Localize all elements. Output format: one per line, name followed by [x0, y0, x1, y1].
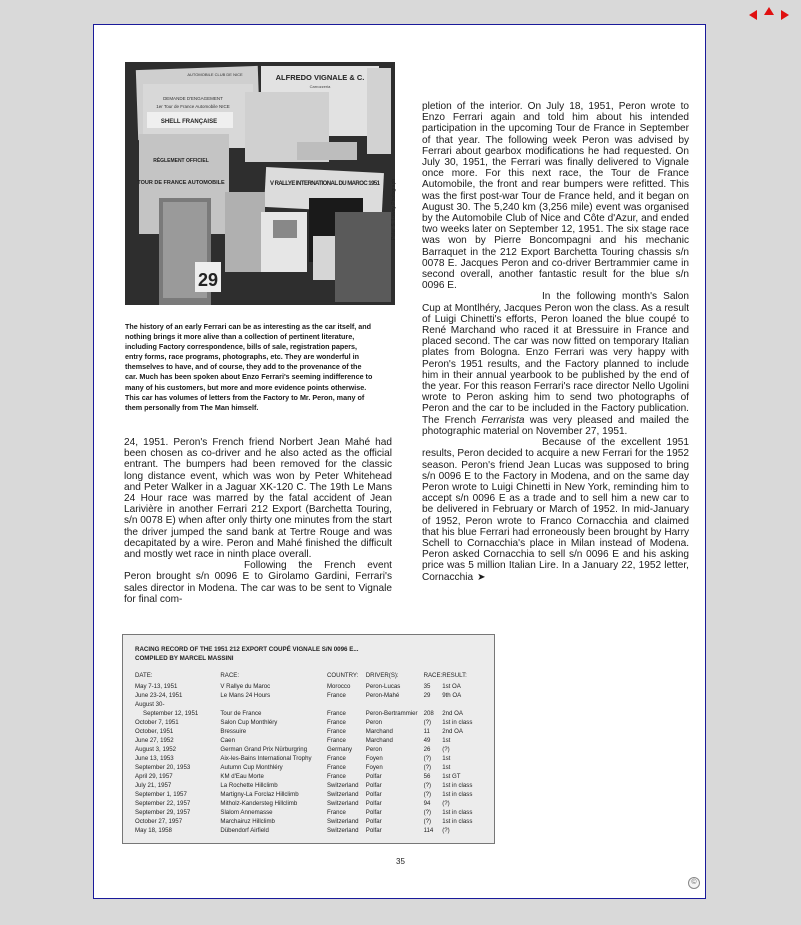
italic-term: Ferrarista: [481, 414, 525, 426]
table-cell: July 21, 1957: [135, 782, 172, 789]
table-cell: 1st: [442, 737, 451, 744]
page-number: 35: [396, 857, 405, 866]
table-cell: (?): [423, 791, 432, 798]
table-cell: Polfar: [365, 782, 382, 789]
table-cell: Switzerland: [326, 818, 359, 825]
svg-text:1er Tour de France Automobile: 1er Tour de France Automobile NICE: [156, 104, 230, 109]
table-row: [135, 700, 482, 709]
svg-text:RÈGLEMENT OFFICIEL: RÈGLEMENT OFFICIEL: [153, 158, 209, 164]
table-cell: 11: [423, 728, 430, 735]
table-row: [135, 718, 482, 727]
table-cell: September 22, 1957: [135, 800, 191, 807]
table-row: [135, 709, 482, 718]
table-cell: Switzerland: [326, 791, 359, 798]
table-cell: (?): [423, 764, 432, 771]
documents-photograph: [125, 62, 395, 305]
table-cell: 1st in class: [442, 809, 473, 816]
table-row: [135, 799, 482, 808]
table-cell: Marchairuz Hillclimb: [220, 818, 275, 825]
table-cell: 1st: [442, 764, 451, 771]
table-cell: Dübendorf Airfield: [220, 827, 269, 834]
paragraph: In the following month's Salon Cup at Montlhéry, Jacques Peron won the class. As a result of Luigi Chinetti's efforts, Peron loaned the blue coupé to René Marchand who raced it at Bressuire in France and placed second. The car was now fitted on temporary Italian plates from Bologna. Enzo Ferrari was very happy with Peron's 1951 results, and the Factory planned to include him in their annual yearbook to be published by the end of the year. For this reason Ferrari's race director Nello Ugolini wrote to Peron asking him to send two photographs of Peron and the car to be included in the Factory publication. The French Ferrarista was very pleased and mailed the photographic material on November 27, 1951.: [422, 291, 689, 437]
table-cell: Caen: [220, 737, 235, 744]
table-cell: Marchand: [365, 728, 393, 735]
entry-number: 29: [197, 270, 219, 290]
racing-record-box: [122, 634, 495, 844]
table-cell: 9th OA: [442, 692, 462, 699]
table-cell: Mitholz-Kandersteg Hillclimb: [220, 800, 298, 807]
continue-arrow-icon: ➤: [477, 571, 486, 583]
table-cell: 1st in class: [442, 719, 473, 726]
vignale-letterhead: ALFREDO VIGNALE & C.: [275, 73, 365, 82]
racing-record-title: RACING RECORD OF THE 1951 212 EXPORT COUPÉ VIGNALE S/N 0096 E... COMPILED BY MARCEL MASSINI: [135, 646, 359, 662]
svg-text:V RALLYE INTERNATIONAL DU MARO: V RALLYE INTERNATIONAL DU MAROC 1951: [270, 181, 380, 187]
table-cell: 1st: [442, 755, 451, 762]
table-header-row: DATE: RACE: COUNTRY: DRIVER(S): RACE: RESULT:: [135, 672, 467, 679]
table-row: [135, 763, 482, 772]
table-row: [135, 754, 482, 763]
next-page-icon[interactable]: [781, 10, 789, 20]
table-cell: Foyen: [365, 764, 383, 771]
table-cell: 29: [423, 692, 431, 699]
table-cell: Marchand: [365, 737, 393, 744]
magazine-page: [93, 24, 706, 899]
table-cell: 35: [423, 683, 431, 690]
table-cell: Salon Cup Monthléry: [220, 719, 278, 726]
table-cell: 49: [423, 737, 431, 744]
table-cell: April 29, 1957: [135, 773, 173, 780]
table-cell: 114: [423, 827, 434, 834]
table-cell: Polfar: [365, 827, 382, 834]
table-cell: 2nd OA: [442, 710, 463, 717]
table-cell: June 13, 1953: [135, 755, 174, 762]
svg-text:TOUR DE FRANCE AUTOMOBILE: TOUR DE FRANCE AUTOMOBILE: [137, 180, 225, 186]
table-cell: Peron-Bertrammier: [365, 710, 418, 717]
table-cell: (?): [442, 827, 450, 834]
table-cell: Polfar: [365, 809, 382, 816]
table-cell: May 18, 1958: [135, 827, 172, 834]
table-cell: Germany: [326, 746, 353, 753]
table-cell: France: [326, 755, 346, 762]
table-row: [135, 745, 482, 754]
table-cell: France: [326, 737, 346, 744]
page-curl-icon[interactable]: ©: [688, 877, 700, 889]
svg-text:Carrozzeria: Carrozzeria: [309, 84, 331, 89]
table-row: [135, 736, 482, 745]
paragraph: Because of the excellent 1951 results, Peron decided to acquire a new Ferrari for the 1952 season. Peron's friend Jean Lucas was supposed to bring s/n 0096 E to the Factory in Modena, and on the same day Peron wrote to Luigi Chinetti in New York, reminding him to accept s/n 0096 E as a trade and to sell him a new car to be delivered in February or March of 1952. In mid-January of 1952, Peron wrote to Franco Cornacchia and claimed that his blue Ferrari had erroneously been brought by Harry Schell to Cornacchia's place in Milan instead of Modena. Peron asked Cornacchia to sell s/n 0096 E and his asking price was 5 million Italian Lire. In a January 22, 1952 letter, Cornacchia ➤: [422, 437, 689, 583]
table-cell: Polfar: [365, 818, 382, 825]
table-row: [135, 727, 482, 736]
table-cell: [424, 700, 443, 709]
svg-text:DEMANDE D'ENGAGEMENT: DEMANDE D'ENGAGEMENT: [163, 96, 223, 101]
left-text-column: [124, 437, 392, 605]
table-cell: (?): [442, 746, 450, 753]
table-cell: 56: [423, 773, 431, 780]
paragraph: Following the French event Peron brought s/n 0096 E to Girolamo Gardini, Ferrari's sales director in Modena. The car was to be sent to Vignale for final com-: [124, 560, 392, 605]
table-cell: France: [326, 692, 346, 699]
table-cell: Martigny-La Forclaz Hillclimb: [220, 791, 299, 798]
table-cell: Bressuire: [220, 728, 247, 735]
table-row: [135, 772, 482, 781]
table-row: [135, 826, 482, 835]
table-cell: [327, 700, 366, 709]
table-cell: Foyen: [365, 755, 383, 762]
table-row: [135, 817, 482, 826]
table-cell: 208: [423, 710, 434, 717]
table-cell: 1st in class: [442, 791, 473, 798]
table-row: [135, 682, 482, 691]
table-cell: June 23-24, 1951: [135, 692, 183, 699]
table-cell: 1st in class: [442, 818, 473, 825]
racing-record-table: [135, 671, 482, 835]
table-cell: France: [326, 710, 346, 717]
paragraph: 24, 1951. Peron's French friend Norbert Jean Mahé had been chosen as co-driver and he also acted as the official entrant. The bumpers had been removed for the classic long distance event, which was won by Peter Whitehead and Peter Walker in a Jaguar XK-120 C. The 19th Le Mans 24 Hour race was marred by the fatal accident of Jean Larivière in another Ferrari 212 Export (Barchetta Touring, s/n 0078 E) when after only thirty one minutes from the start the driver jumped the sand bank at Tertre Rouge and was decapitated by a wire. Peron and Mahé finished the difficult and mostly wet race in ninth place overall.: [124, 437, 392, 561]
table-cell: September 29, 1957: [135, 809, 191, 816]
table-cell: (?): [423, 809, 432, 816]
table-cell: (?): [423, 782, 432, 789]
right-text-column: [422, 101, 689, 583]
table-cell: Polfar: [365, 791, 382, 798]
table-row: [135, 790, 482, 799]
table-cell: Le Mans 24 Hours: [220, 692, 271, 699]
table-cell: October 27, 1957: [135, 818, 183, 825]
table-cell: Peron: [365, 719, 383, 726]
table-cell: Morocco: [326, 683, 351, 690]
table-cell: June 27, 1952: [135, 737, 174, 744]
photo-caption: The history of an early Ferrari can be as interesting as the car itself, and nothing brings it more alive than a collection of pertinent literature, including Factory correspondence, bills of sale, registration papers, entry forms, race programs, photographs, etc. They are wonderful in themselves to have, and of course, they add to the provenance of the car. Much has been spoken about Enzo Ferrari's seeming indifference to many of his customers, but more and more evidence points otherwise. This car has volumes of letters from the Factory to Mr. Peron, many of them personally from The Man himself.: [125, 322, 373, 412]
table-cell: (?): [423, 818, 432, 825]
table-cell: Peron-Lucas: [365, 683, 401, 690]
table-cell: Switzerland: [326, 827, 359, 834]
table-cell: Polfar: [365, 800, 382, 807]
table-cell: [366, 700, 424, 709]
table-cell: Peron-Mahé: [365, 692, 400, 699]
table-cell: La Rochette Hillclimb: [220, 782, 278, 789]
table-cell: 94: [423, 800, 431, 807]
table-cell: Slalom Annemasse: [220, 809, 273, 816]
table-cell: German Grand Prix Nürburgring: [220, 746, 308, 753]
table-cell: V Rallye du Maroc: [220, 683, 271, 690]
table-cell: August 30-: [135, 701, 165, 708]
table-cell: Polfar: [365, 773, 382, 780]
table-cell: Peron: [365, 746, 383, 753]
table-cell: Switzerland: [326, 782, 359, 789]
table-cell: France: [326, 773, 346, 780]
table-cell: 2nd OA: [442, 728, 463, 735]
table-cell: France: [326, 728, 346, 735]
table-cell: August 3, 1952: [135, 746, 176, 753]
table-cell: October 7, 1951: [135, 719, 179, 726]
table-cell: [442, 700, 482, 709]
table-cell: 1st OA: [442, 683, 461, 690]
table-row: [135, 691, 482, 700]
table-cell: 1st in class: [442, 782, 473, 789]
photo-credit: Peter S. Lowey Photograph: [391, 178, 397, 240]
table-cell: France: [326, 764, 346, 771]
table-cell: KM d'Eau Morte: [220, 773, 264, 780]
table-cell: September 1, 1957: [135, 791, 187, 798]
previous-page-icon[interactable]: [749, 10, 757, 20]
table-cell: (?): [423, 755, 432, 762]
table-cell: France: [326, 809, 346, 816]
svg-text:AUTOMOBILE CLUB DE NICE: AUTOMOBILE CLUB DE NICE: [187, 72, 243, 77]
table-cell: September 12, 1951: [143, 710, 199, 717]
table-cell: (?): [442, 800, 450, 807]
table-cell: [220, 700, 327, 709]
table-row: [135, 781, 482, 790]
table-cell: Aix-les-Bains International Trophy: [220, 755, 312, 762]
svg-text:SHELL FRANÇAISE: SHELL FRANÇAISE: [160, 119, 218, 125]
table-cell: October, 1951: [135, 728, 174, 735]
table-cell: Tour de France: [220, 710, 262, 717]
table-cell: 1st GT: [442, 773, 461, 780]
table-cell: Switzerland: [326, 800, 359, 807]
table-row: [135, 808, 482, 817]
page-navigation: [747, 6, 791, 24]
paragraph: pletion of the interior. On July 18, 1951, Peron wrote to Enzo Ferrari again and told him about his intended participation in the upcoming Tour de France in September of that year. The following week Peron was advised by Ferrari about gearbox modifications he had requested. On July 30, 1951, the Ferrari was finally delivered to Vignale once more. For this next race, the Tour de France Automobile, the front and rear bumpers were refitted. This was the first post-war Tour de France held, and it began on August 30. The 5,240 km (3,256 mile) event was organised by the Automobile Club of Nice and Côte d'Azur, and ended two weeks later on September 12, 1951. The six stage race was won by Pierre Boncompagni and his mechanic Barraquet in the 212 Export Barchetta Touring chassis s/n 0078 E. Jacques Peron and co-driver Bertrammier came in second overall, another fantastic result for the blue s/n 0096 E.: [422, 101, 689, 292]
table-cell: (?): [423, 719, 432, 726]
table-cell: May 7-13, 1951: [135, 683, 178, 690]
table-cell: September 20, 1953: [135, 764, 191, 771]
table-cell: Autumn Cup Monthléry: [220, 764, 283, 771]
table-cell: France: [326, 719, 346, 726]
up-page-icon[interactable]: [764, 7, 774, 15]
table-cell: 26: [423, 746, 431, 753]
